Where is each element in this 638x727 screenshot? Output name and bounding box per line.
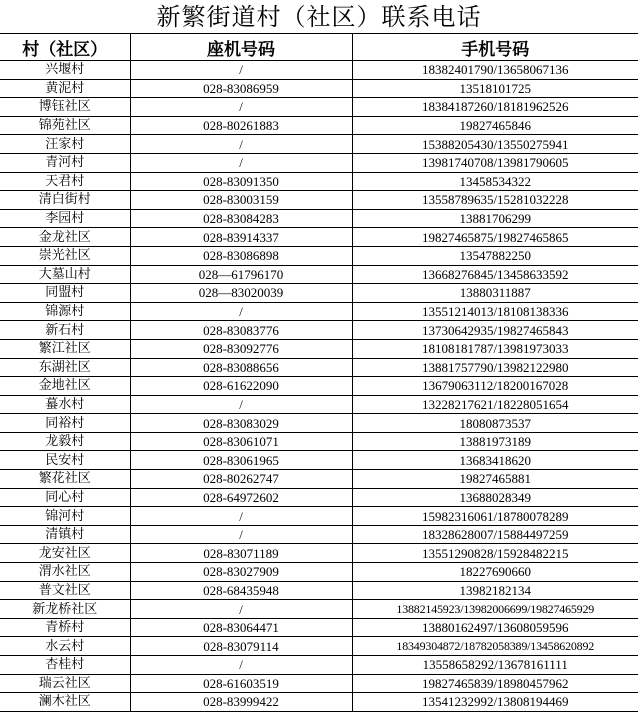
landline-cell: 028-61603519	[130, 674, 352, 693]
landline-cell: 028-83092776	[130, 339, 352, 358]
landline-cell: /	[130, 98, 352, 117]
table-row	[0, 79, 638, 98]
mobile-cell: 13880311887	[352, 284, 638, 303]
landline-cell: 028-83091350	[130, 172, 352, 191]
mobile-cell: 18384187260/18181962526	[352, 98, 638, 117]
table-row	[0, 581, 638, 600]
table-row	[0, 507, 638, 526]
village-name-cell: 锦源村	[0, 302, 130, 321]
landline-cell: 028-83027909	[130, 563, 352, 582]
village-name-cell: 繁花社区	[0, 470, 130, 489]
landline-cell: 028-83084283	[130, 209, 352, 228]
table-row	[0, 116, 638, 135]
village-name-cell: 青桥村	[0, 618, 130, 637]
table-row	[0, 98, 638, 117]
mobile-cell: 13981740708/13981790605	[352, 153, 638, 172]
village-name-cell: 水云村	[0, 637, 130, 656]
village-name-cell: 兴堰村	[0, 61, 130, 80]
table-row	[0, 172, 638, 191]
table-row	[0, 674, 638, 693]
landline-cell: 028-83086959	[130, 79, 352, 98]
village-name-cell: 同心村	[0, 488, 130, 507]
landline-cell: /	[130, 656, 352, 675]
landline-cell: /	[130, 61, 352, 80]
table-row	[0, 358, 638, 377]
table-row	[0, 544, 638, 563]
village-name-cell: 锦苑社区	[0, 116, 130, 135]
mobile-cell: 19827465839/18980457962	[352, 674, 638, 693]
mobile-cell: 18080873537	[352, 414, 638, 433]
landline-cell: 028-83083029	[130, 414, 352, 433]
mobile-cell: 13688028349	[352, 488, 638, 507]
mobile-cell: 15982316061/18780078289	[352, 507, 638, 526]
village-name-cell: 黄泥村	[0, 79, 130, 98]
village-name-cell: 清镇村	[0, 525, 130, 544]
village-name-cell: 汪家村	[0, 135, 130, 154]
table-row	[0, 432, 638, 451]
mobile-cell: 13882145923/13982006699/19827465929	[352, 600, 638, 619]
table-row	[0, 265, 638, 284]
landline-cell: 028-83071189	[130, 544, 352, 563]
landline-cell: 028-83079114	[130, 637, 352, 656]
table-row	[0, 191, 638, 210]
village-name-cell: 民安村	[0, 451, 130, 470]
landline-cell: 028-83061965	[130, 451, 352, 470]
table-row	[0, 209, 638, 228]
mobile-cell: 18328628007/15884497259	[352, 525, 638, 544]
mobile-cell: 13558658292/13678161111	[352, 656, 638, 675]
table-row	[0, 618, 638, 637]
mobile-cell: 13880162497/13608059596	[352, 618, 638, 637]
landline-cell: 028-83088656	[130, 358, 352, 377]
mobile-cell: 13683418620	[352, 451, 638, 470]
village-name-cell: 新石村	[0, 321, 130, 340]
table-row	[0, 339, 638, 358]
village-name-cell: 渭水社区	[0, 563, 130, 582]
landline-cell: /	[130, 153, 352, 172]
mobile-cell: 13558789635/15281032228	[352, 191, 638, 210]
header-mobile: 手机号码	[352, 34, 638, 61]
village-name-cell: 天君村	[0, 172, 130, 191]
page-title: 新繁街道村（社区）联系电话	[0, 0, 638, 34]
village-name-cell: 澜木社区	[0, 693, 130, 712]
landline-cell: 028—61796170	[130, 265, 352, 284]
landline-cell: 028-83064471	[130, 618, 352, 637]
landline-cell: 028-83003159	[130, 191, 352, 210]
mobile-cell: 13881973189	[352, 432, 638, 451]
village-name-cell: 瑞云社区	[0, 674, 130, 693]
village-name-cell: 繁江社区	[0, 339, 130, 358]
mobile-cell: 13730642935/19827465843	[352, 321, 638, 340]
mobile-cell: 19827465846	[352, 116, 638, 135]
mobile-cell: 13541232992/13808194469	[352, 693, 638, 712]
landline-cell: 028-61622090	[130, 377, 352, 396]
village-name-cell: 清白街村	[0, 191, 130, 210]
village-name-cell: 蟇水村	[0, 395, 130, 414]
mobile-cell: 18227690660	[352, 563, 638, 582]
mobile-cell: 15388205430/13550275941	[352, 135, 638, 154]
mobile-cell: 18349304872/18782058389/13458620892	[352, 637, 638, 656]
village-name-cell: 新龙桥社区	[0, 600, 130, 619]
mobile-cell: 13228217621/18228051654	[352, 395, 638, 414]
table-row	[0, 321, 638, 340]
village-name-cell: 金地社区	[0, 377, 130, 396]
header-village: 村（社区）	[0, 34, 130, 61]
mobile-cell: 13881757790/13982122980	[352, 358, 638, 377]
mobile-cell: 13518101725	[352, 79, 638, 98]
landline-cell: 028-83061071	[130, 432, 352, 451]
village-name-cell: 青河村	[0, 153, 130, 172]
table-body	[0, 61, 638, 712]
table-row	[0, 228, 638, 247]
landline-cell: 028-83086898	[130, 246, 352, 265]
village-name-cell: 金龙社区	[0, 228, 130, 247]
village-name-cell: 杏桂村	[0, 656, 130, 675]
table-row	[0, 377, 638, 396]
table-row	[0, 563, 638, 582]
table-row	[0, 693, 638, 712]
mobile-cell: 18382401790/13658067136	[352, 61, 638, 80]
table-row	[0, 61, 638, 80]
mobile-cell: 19827465875/19827465865	[352, 228, 638, 247]
table-row	[0, 600, 638, 619]
landline-cell: /	[130, 507, 352, 526]
table-row	[0, 488, 638, 507]
mobile-cell: 13679063112/18200167028	[352, 377, 638, 396]
landline-cell: 028—83020039	[130, 284, 352, 303]
mobile-cell: 13551290828/15928482215	[352, 544, 638, 563]
mobile-cell: 13982182134	[352, 581, 638, 600]
village-name-cell: 同裕村	[0, 414, 130, 433]
mobile-cell: 19827465881	[352, 470, 638, 489]
landline-cell: 028-80261883	[130, 116, 352, 135]
village-name-cell: 李园村	[0, 209, 130, 228]
header-landline: 座机号码	[130, 34, 352, 61]
table-row	[0, 395, 638, 414]
table-row	[0, 451, 638, 470]
landline-cell: /	[130, 525, 352, 544]
contact-table	[0, 34, 638, 712]
landline-cell: 028-83914337	[130, 228, 352, 247]
mobile-cell: 13551214013/18108138336	[352, 302, 638, 321]
table-header-row	[0, 34, 638, 61]
landline-cell: /	[130, 600, 352, 619]
landline-cell: 028-83083776	[130, 321, 352, 340]
mobile-cell: 13458534322	[352, 172, 638, 191]
table-row	[0, 302, 638, 321]
village-name-cell: 龙毅村	[0, 432, 130, 451]
table-row	[0, 525, 638, 544]
landline-cell: /	[130, 135, 352, 154]
village-name-cell: 普文社区	[0, 581, 130, 600]
table-row	[0, 637, 638, 656]
table-row	[0, 656, 638, 675]
landline-cell: 028-68435948	[130, 581, 352, 600]
mobile-cell: 13668276845/13458633592	[352, 265, 638, 284]
mobile-cell: 18108181787/13981973033	[352, 339, 638, 358]
village-name-cell: 大墓山村	[0, 265, 130, 284]
landline-cell: /	[130, 395, 352, 414]
village-name-cell: 龙安社区	[0, 544, 130, 563]
landline-cell: 028-83999422	[130, 693, 352, 712]
mobile-cell: 13547882250	[352, 246, 638, 265]
landline-cell: /	[130, 302, 352, 321]
table-row	[0, 246, 638, 265]
table-row	[0, 414, 638, 433]
table-row	[0, 153, 638, 172]
village-name-cell: 崇光社区	[0, 246, 130, 265]
village-name-cell: 博钰社区	[0, 98, 130, 117]
mobile-cell: 13881706299	[352, 209, 638, 228]
village-name-cell: 锦河村	[0, 507, 130, 526]
table-row	[0, 284, 638, 303]
table-row	[0, 135, 638, 154]
table-row	[0, 470, 638, 489]
landline-cell: 028-80262747	[130, 470, 352, 489]
village-name-cell: 同盟村	[0, 284, 130, 303]
landline-cell: 028-64972602	[130, 488, 352, 507]
village-name-cell: 东湖社区	[0, 358, 130, 377]
